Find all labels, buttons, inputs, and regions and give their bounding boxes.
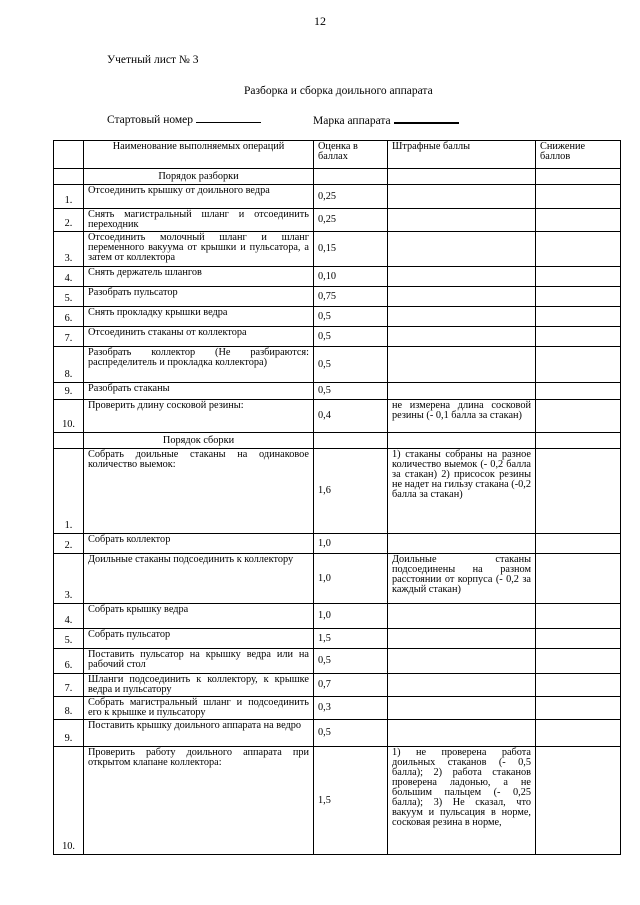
brand-field xyxy=(313,112,459,127)
row-number: 5. xyxy=(54,629,84,649)
score-cell: 1,0 xyxy=(314,554,388,604)
reduction-cell xyxy=(536,720,621,747)
penalty-cell xyxy=(388,383,536,400)
sheet-title: Учетный лист № 3 xyxy=(107,54,199,66)
score-cell: 0,5 xyxy=(314,347,388,383)
start-number-label: Стартовый номер xyxy=(107,114,194,126)
section-row xyxy=(54,169,621,185)
table-row xyxy=(54,554,621,604)
table-row xyxy=(54,674,621,697)
operation-cell: Снять магистральный шланг и отсоединить переходник xyxy=(84,209,314,232)
row-number: 5. xyxy=(54,287,84,307)
row-number: 7. xyxy=(54,327,84,347)
score-cell: 1,0 xyxy=(314,534,388,554)
penalty-cell xyxy=(388,629,536,649)
header-reduction: Снижение баллов xyxy=(536,141,621,169)
penalty-cell: 1) не проверена работа доильных стаканов (- 0,5 балла); 2) работа стаканов проверена ладонью, а не большим пальцем (- 0,25 балла); 3) Не сказал, что вакуум и пульсация в норме, сосковая резина в норме, xyxy=(388,747,536,855)
reduction-cell xyxy=(536,554,621,604)
score-table xyxy=(53,140,621,855)
score-cell: 1,0 xyxy=(314,604,388,629)
reduction-cell xyxy=(536,629,621,649)
table-row xyxy=(54,383,621,400)
score-cell: 0,4 xyxy=(314,400,388,433)
score-cell: 0,25 xyxy=(314,185,388,209)
table-row xyxy=(54,267,621,287)
operation-cell: Шланги подсоединить к коллектору, к крышке ведра и пульсатору xyxy=(84,674,314,697)
table-row xyxy=(54,534,621,554)
reduction-cell xyxy=(536,327,621,347)
row-number: 9. xyxy=(54,383,84,400)
table-row xyxy=(54,209,621,232)
header-operation: Наименование выполняемых операций xyxy=(84,141,314,169)
operation-cell: Отсоединить молочный шланг и шланг переменного вакуума от крышки и пульсатора, а затем от коллектора xyxy=(84,232,314,267)
penalty-cell xyxy=(388,307,536,327)
operation-cell: Собрать пульсатор xyxy=(84,629,314,649)
reduction-cell xyxy=(536,449,621,534)
table-row xyxy=(54,400,621,433)
header-penalty: Штрафные баллы xyxy=(388,141,536,169)
score-cell: 0,5 xyxy=(314,327,388,347)
reduction-cell xyxy=(536,209,621,232)
operation-cell: Поставить крышку доильного аппарата на ведро xyxy=(84,720,314,747)
score-cell: 0,5 xyxy=(314,720,388,747)
section-empty-cell xyxy=(314,169,388,185)
operation-cell: Собрать магистральный шланг и подсоединить его к крышке и пульсатору xyxy=(84,697,314,720)
penalty-cell xyxy=(388,674,536,697)
row-number: 10. xyxy=(54,400,84,433)
row-number: 3. xyxy=(54,232,84,267)
penalty-cell xyxy=(388,720,536,747)
document-title: Разборка и сборка доильного аппарата xyxy=(244,85,433,97)
operation-cell: Разобрать пульсатор xyxy=(84,287,314,307)
table-row xyxy=(54,649,621,674)
table-row xyxy=(54,697,621,720)
row-number: 8. xyxy=(54,347,84,383)
score-cell: 1,5 xyxy=(314,747,388,855)
score-cell: 0,5 xyxy=(314,383,388,400)
operation-cell: Снять прокладку крышки ведра xyxy=(84,307,314,327)
score-cell: 1,5 xyxy=(314,629,388,649)
section-empty-cell xyxy=(388,433,536,449)
section-title: Порядок сборки xyxy=(84,433,314,449)
operation-cell: Отсоединить крышку от доильного ведра xyxy=(84,185,314,209)
brand-blank xyxy=(394,112,459,124)
penalty-cell xyxy=(388,287,536,307)
section-row xyxy=(54,433,621,449)
row-number: 1. xyxy=(54,449,84,534)
operation-cell: Разобрать коллектор (Не разбираются: распределитель и прокладка коллектора) xyxy=(84,347,314,383)
start-number-field xyxy=(107,112,261,126)
row-number: 4. xyxy=(54,604,84,629)
reduction-cell xyxy=(536,383,621,400)
section-empty-cell xyxy=(536,433,621,449)
score-cell: 0,5 xyxy=(314,307,388,327)
row-number: 3. xyxy=(54,554,84,604)
row-number: 6. xyxy=(54,307,84,327)
penalty-cell xyxy=(388,232,536,267)
reduction-cell xyxy=(536,185,621,209)
penalty-cell xyxy=(388,327,536,347)
start-number-blank xyxy=(196,112,261,123)
penalty-cell xyxy=(388,697,536,720)
reduction-cell xyxy=(536,400,621,433)
table-row xyxy=(54,185,621,209)
operation-cell: Отсоединить стаканы от коллектора xyxy=(84,327,314,347)
reduction-cell xyxy=(536,747,621,855)
operation-cell: Доильные стаканы подсоединить к коллектору xyxy=(84,554,314,604)
header-score: Оценка в баллах xyxy=(314,141,388,169)
penalty-cell: Доильные стаканы подсоединены на разном расстоянии от корпуса (- 0,2 за каждый стакан) xyxy=(388,554,536,604)
reduction-cell xyxy=(536,674,621,697)
row-number: 10. xyxy=(54,747,84,855)
penalty-cell xyxy=(388,185,536,209)
score-cell: 1,6 xyxy=(314,449,388,534)
score-cell: 0,25 xyxy=(314,209,388,232)
reduction-cell xyxy=(536,534,621,554)
row-number: 1. xyxy=(54,185,84,209)
section-empty-cell xyxy=(536,169,621,185)
reduction-cell xyxy=(536,697,621,720)
reduction-cell xyxy=(536,287,621,307)
brand-label: Марка аппарата xyxy=(313,115,391,127)
operation-cell: Собрать коллектор xyxy=(84,534,314,554)
score-cell: 0,3 xyxy=(314,697,388,720)
score-cell: 0,7 xyxy=(314,674,388,697)
operation-cell: Снять держатель шлангов xyxy=(84,267,314,287)
section-empty-cell xyxy=(388,169,536,185)
score-cell: 0,5 xyxy=(314,649,388,674)
operation-cell: Поставить пульсатор на крышку ведра или на рабочий стол xyxy=(84,649,314,674)
operation-cell: Проверить длину сосковой резины: xyxy=(84,400,314,433)
row-number: 6. xyxy=(54,649,84,674)
operation-cell: Разобрать стаканы xyxy=(84,383,314,400)
page-number: 12 xyxy=(314,14,326,28)
table-row xyxy=(54,720,621,747)
penalty-cell xyxy=(388,209,536,232)
table-row xyxy=(54,449,621,534)
reduction-cell xyxy=(536,307,621,327)
reduction-cell xyxy=(536,649,621,674)
penalty-cell xyxy=(388,534,536,554)
table-row xyxy=(54,604,621,629)
score-cell: 0,75 xyxy=(314,287,388,307)
penalty-cell xyxy=(388,267,536,287)
operation-cell: Собрать доильные стаканы на одинаковое количество выемок: xyxy=(84,449,314,534)
table-row xyxy=(54,747,621,855)
table-row xyxy=(54,287,621,307)
reduction-cell xyxy=(536,267,621,287)
row-number: 9. xyxy=(54,720,84,747)
reduction-cell xyxy=(536,232,621,267)
row-number: 8. xyxy=(54,697,84,720)
score-cell: 0,15 xyxy=(314,232,388,267)
section-num-cell xyxy=(54,169,84,185)
penalty-cell xyxy=(388,649,536,674)
table-row xyxy=(54,307,621,327)
row-number: 2. xyxy=(54,534,84,554)
penalty-cell: не измерена длина сосковой резины (- 0,1 балла за стакан) xyxy=(388,400,536,433)
table-row xyxy=(54,629,621,649)
penalty-cell: 1) стаканы собраны на разное количество выемок (- 0,2 балла за стакан) 2) присосок резины не надет на гильзу стакана (-0,2 балла за стакан) xyxy=(388,449,536,534)
header-num xyxy=(54,141,84,169)
section-empty-cell xyxy=(314,433,388,449)
operation-cell: Собрать крышку ведра xyxy=(84,604,314,629)
reduction-cell xyxy=(536,347,621,383)
row-number: 4. xyxy=(54,267,84,287)
table-row xyxy=(54,327,621,347)
table-row xyxy=(54,347,621,383)
table-row xyxy=(54,232,621,267)
score-cell: 0,10 xyxy=(314,267,388,287)
operation-cell: Проверить работу доильного аппарата при открытом клапане коллектора: xyxy=(84,747,314,855)
reduction-cell xyxy=(536,604,621,629)
penalty-cell xyxy=(388,604,536,629)
row-number: 7. xyxy=(54,674,84,697)
section-title: Порядок разборки xyxy=(84,169,314,185)
penalty-cell xyxy=(388,347,536,383)
table-header-row xyxy=(54,141,621,169)
section-num-cell xyxy=(54,433,84,449)
row-number: 2. xyxy=(54,209,84,232)
